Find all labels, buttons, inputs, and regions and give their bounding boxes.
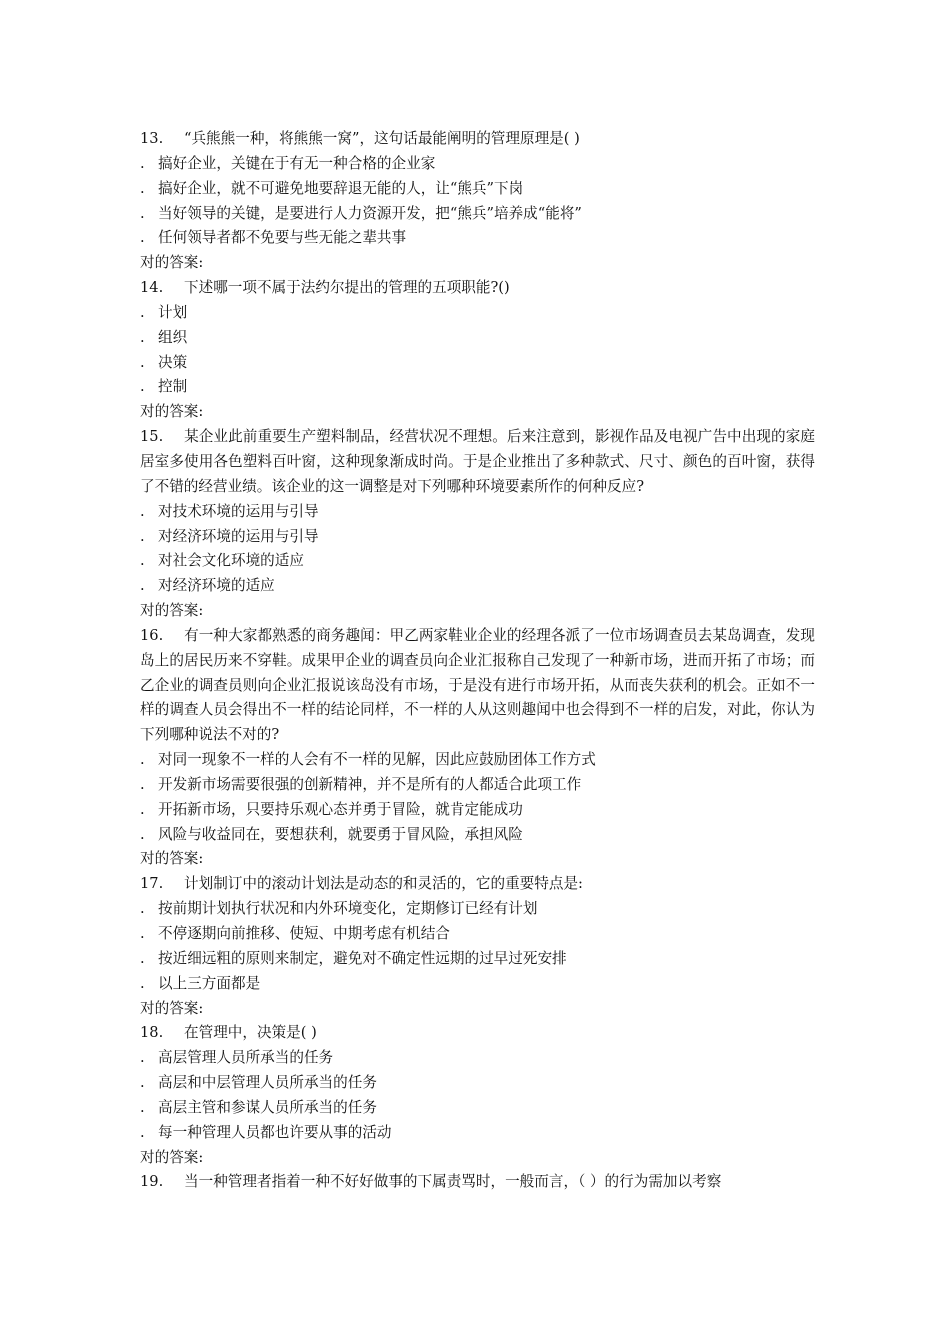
document-page xyxy=(140,127,815,1195)
option-item: . 不停逐期向前推移、使短、中期考虑有机结合 xyxy=(140,925,450,942)
answer-label: 对的答案: xyxy=(140,403,204,421)
question-number: 14. xyxy=(140,279,164,297)
question-13 xyxy=(140,127,815,276)
option-text: 计划 xyxy=(158,303,188,321)
option-text: 风险与收益同在，要想获利，就要勇于冒风险，承担风险 xyxy=(158,825,523,843)
question-text: “兵熊熊一种，将熊熊一窝”，这句话最能阐明的管理原理是( ) xyxy=(184,130,580,147)
option-text: 对经济环境的适应 xyxy=(158,577,275,595)
option-text: 搞好企业，关键在于有无一种合格的企业家 xyxy=(158,154,436,172)
option-text: 开拓新市场，只要持乐观心态并勇于冒险，就肯定能成功 xyxy=(158,800,523,818)
option-item: . 组织 xyxy=(140,328,188,346)
option-text: 按近细远粗的原则来制定，避免对不确定性远期的过早过死安排 xyxy=(158,949,567,967)
option-text: 当好领导的关键，是要进行人力资源开发，把“熊兵”培养成“能将” xyxy=(158,204,582,222)
question-14 xyxy=(140,276,815,425)
option-text: 对社会文化环境的适应 xyxy=(158,552,304,570)
option-text: 高层和中层管理人员所承当的任务 xyxy=(158,1074,377,1092)
question-text: 在管理中，决策是( ) xyxy=(184,1024,317,1042)
option-item: . 开发新市场需要很强的创新精神，并不是所有的人都适合此项工作 xyxy=(140,775,582,793)
question-15 xyxy=(140,425,815,624)
option-text: 不停逐期向前推移、使短、中期考虑有机结合 xyxy=(158,925,450,942)
option-text: 高层管理人员所承当的任务 xyxy=(158,1049,334,1067)
option-item: . 按近细远粗的原则来制定，避免对不确定性远期的过早过死安排 xyxy=(140,949,567,967)
option-item: . 开拓新市场，只要持乐观心态并勇于冒险，就肯定能成功 xyxy=(140,800,523,818)
question-16 xyxy=(140,624,815,872)
answer-label: 对的答案: xyxy=(140,1148,204,1166)
option-item: . 任何领导者都不免要与些无能之辈共事 xyxy=(140,229,407,247)
option-text: 每一种管理人员都也许要从事的活动 xyxy=(158,1123,392,1141)
question-number: 15. xyxy=(140,428,164,446)
answer-label: 对的答案: xyxy=(140,850,204,868)
answer-label: 对的答案: xyxy=(140,254,204,272)
option-item: . 搞好企业，就不可避免地要辞退无能的人，让“熊兵”下岗 xyxy=(140,179,524,197)
option-text: 搞好企业，就不可避免地要辞退无能的人，让“熊兵”下岗 xyxy=(158,179,524,197)
answer-label: 对的答案: xyxy=(140,999,204,1017)
option-text: 组织 xyxy=(158,328,188,346)
option-text: 开发新市场需要很强的创新精神，并不是所有的人都适合此项工作 xyxy=(158,775,582,793)
question-number: 16. xyxy=(140,626,164,644)
option-item: . 对技术环境的运用与引导 xyxy=(140,502,319,520)
option-item: . 每一种管理人员都也许要从事的活动 xyxy=(140,1123,392,1141)
option-item: . 对同一现象不一样的人会有不一样的见解，因此应鼓励团体工作方式 xyxy=(140,751,596,769)
option-text: 对同一现象不一样的人会有不一样的见解，因此应鼓励团体工作方式 xyxy=(158,751,596,769)
option-item: . 对经济环境的适应 xyxy=(140,577,275,595)
question-stem xyxy=(140,276,815,301)
question-19 xyxy=(140,1170,815,1195)
option-item: . 高层管理人员所承当的任务 xyxy=(140,1049,334,1067)
option-item: . 按前期计划执行状况和内外环境变化，定期修订已经有计划 xyxy=(140,900,538,918)
option-text: 决策 xyxy=(158,353,188,371)
question-text: 下述哪一项不属于法约尔提出的管理的五项职能?() xyxy=(184,279,510,297)
question-stem xyxy=(140,872,815,897)
option-item: . 决策 xyxy=(140,353,188,371)
option-item: . 以上三方面都是 xyxy=(140,974,261,992)
option-text: 对技术环境的运用与引导 xyxy=(158,502,319,520)
option-item: . 计划 xyxy=(140,303,188,321)
question-stem xyxy=(140,624,815,748)
option-text: 以上三方面都是 xyxy=(158,974,261,992)
option-item: . 搞好企业，关键在于有无一种合格的企业家 xyxy=(140,154,436,172)
question-number: 19. xyxy=(140,1173,164,1191)
question-number: 17. xyxy=(140,875,164,893)
question-18 xyxy=(140,1021,815,1170)
question-number: 13. xyxy=(140,130,164,147)
question-stem xyxy=(140,1021,815,1046)
question-stem xyxy=(140,127,815,152)
question-stem xyxy=(140,1170,815,1195)
question-number: 18. xyxy=(140,1024,164,1042)
option-item: . 高层主管和参谋人员所承当的任务 xyxy=(140,1098,377,1116)
option-item: . 高层和中层管理人员所承当的任务 xyxy=(140,1074,377,1092)
option-item: . 当好领导的关键，是要进行人力资源开发，把“熊兵”培养成“能将” xyxy=(140,204,582,222)
question-text: 计划制订中的滚动计划法是动态的和灵活的，它的重要特点是: xyxy=(184,875,583,893)
question-stem xyxy=(140,425,815,500)
option-item: . 控制 xyxy=(140,378,188,396)
option-item: . 对经济环境的运用与引导 xyxy=(140,527,319,545)
question-text: 当一种管理者指着一种不好好做事的下属责骂时，一般而言，（ ）的行为需加以考察 xyxy=(184,1173,722,1191)
option-text: 高层主管和参谋人员所承当的任务 xyxy=(158,1098,377,1116)
option-text: 任何领导者都不免要与些无能之辈共事 xyxy=(158,229,407,247)
option-item: . 对社会文化环境的适应 xyxy=(140,552,304,570)
question-text: 有一种大家都熟悉的商务趣闻：甲乙两家鞋业企业的经理各派了一位市场调查员去某岛调查，发现岛上的居民历来不穿鞋。成果甲企业的调查员向企业汇报称自己发现了一种新市场，进而开拓了市场；而乙企业的调查员则向企业汇报说该岛没有市场，于是没有进行市场开拓，从而丧失获利的机会。正如不一样的调查人员会得出不一样的结论同样，不一样的人从这则趣闻中也会得到不一样的启发，对此，你认为下列哪种说法不对的? xyxy=(140,626,815,744)
option-text: 控制 xyxy=(158,378,188,396)
question-text: 某企业此前重要生产塑料制品，经营状况不理想。后来注意到，影视作品及电视广告中出现的家庭居室多使用各色塑料百叶窗，这种现象渐成时尚。于是企业推出了多种款式、尺寸、颜色的百叶窗，获得了不错的经营业绩。该企业的这一调整是对下列哪种环境要素所作的何种反应? xyxy=(140,428,815,495)
option-text: 对经济环境的运用与引导 xyxy=(158,527,319,545)
option-text: 按前期计划执行状况和内外环境变化，定期修订已经有计划 xyxy=(158,900,538,918)
question-17 xyxy=(140,872,815,1021)
answer-label: 对的答案: xyxy=(140,602,204,620)
option-item: . 风险与收益同在，要想获利，就要勇于冒风险，承担风险 xyxy=(140,825,523,843)
